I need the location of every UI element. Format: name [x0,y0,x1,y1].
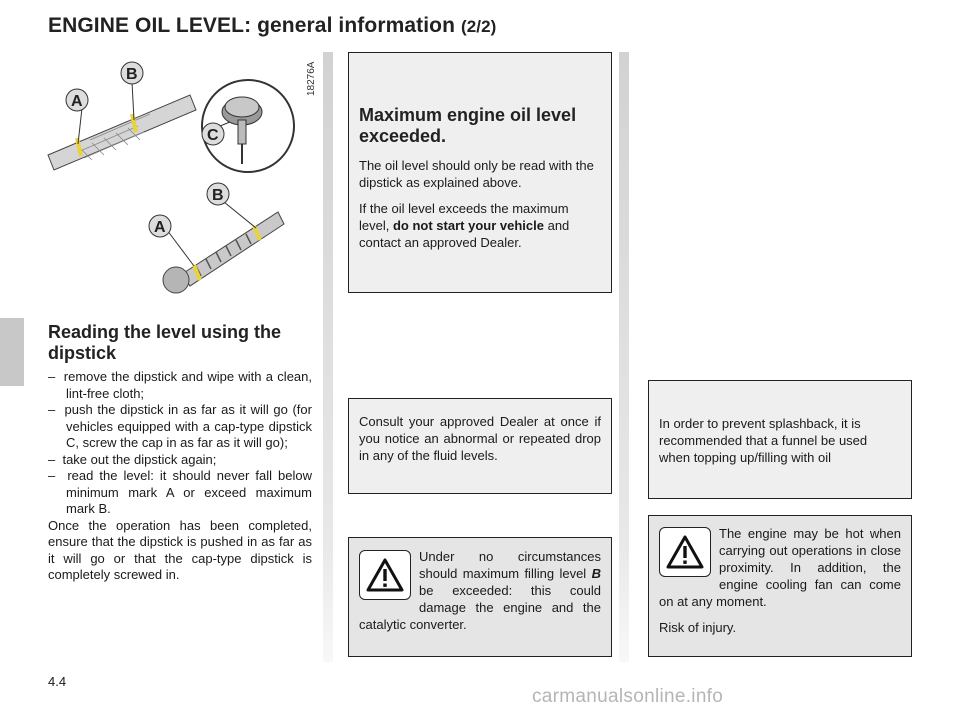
warning-overfill-text: Under no circumstances should maximum filling level B be exceeded: this could damage the engine and the catalytic converter. [359,549,601,632]
list-item: – read the level: it should never fall below minimum mark A or exceed maximum mark B. [48,468,312,516]
page-title [48,14,496,38]
label-a-top: A [71,93,83,110]
risk-of-injury: Risk of injury. [659,620,737,635]
warning-triangle-icon [659,527,711,577]
title-part: (2/2) [460,17,497,36]
list-item: – remove the dipstick and wipe with a clean, lint-free cloth; [48,369,312,401]
label-c: C [207,127,219,144]
list-item: – push the dipstick in as far as it will go (for vehicles equipped with a cap-type dipstick C, screw the cap in as far as it will go); [48,402,312,450]
page-number: 4.4 [48,674,67,689]
column-divider [323,52,333,662]
section-tab [0,318,24,386]
max-level-p2: If the oil level exceeds the maximum level, do not start your vehicle and contact an approved Dealer. [359,201,570,250]
watermark: carmanualsonline.info [532,686,724,707]
reading-steps [48,369,312,584]
title-main: ENGINE OIL LEVEL: general information [48,14,456,37]
reading-conclusion: Once the operation has been completed, ensure that the dipstick is pushed in as far as it will go or that the cap-type dipstick is completely screwed in. [48,517,312,582]
list-item: – take out the dipstick again; [48,451,217,467]
warning-hot-engine-text: The engine may be hot when carrying out operations in close proximity. In addition, the engine cooling fan can come on at any moment. [659,526,901,609]
column-divider [619,52,629,662]
dipstick-illustration [40,52,320,302]
warning-overfill-box [348,537,612,657]
reading-heading: Reading the level using the dipstick [48,322,282,363]
warning-hot-engine-box [648,515,912,657]
warning-triangle-icon [359,550,411,600]
max-level-p1: The oil level should only be read with the dipstick as explained above. [359,158,594,190]
label-b-bottom: B [212,187,224,204]
figure-code: 18276A [306,61,317,96]
max-level-box [348,52,612,293]
label-b-top: B [126,66,138,83]
funnel-note-box: In order to prevent splashback, it is recommended that a funnel be used when topping up/filling with oil [648,380,912,499]
round-dipstick [163,212,284,293]
consult-dealer-box: Consult your approved Dealer at once if you notice an abnormal or repeated drop in any of the fluid levels. [348,398,612,494]
label-a-bottom: A [154,219,166,236]
max-level-heading: Maximum engine oil level exceeded. [359,105,577,146]
